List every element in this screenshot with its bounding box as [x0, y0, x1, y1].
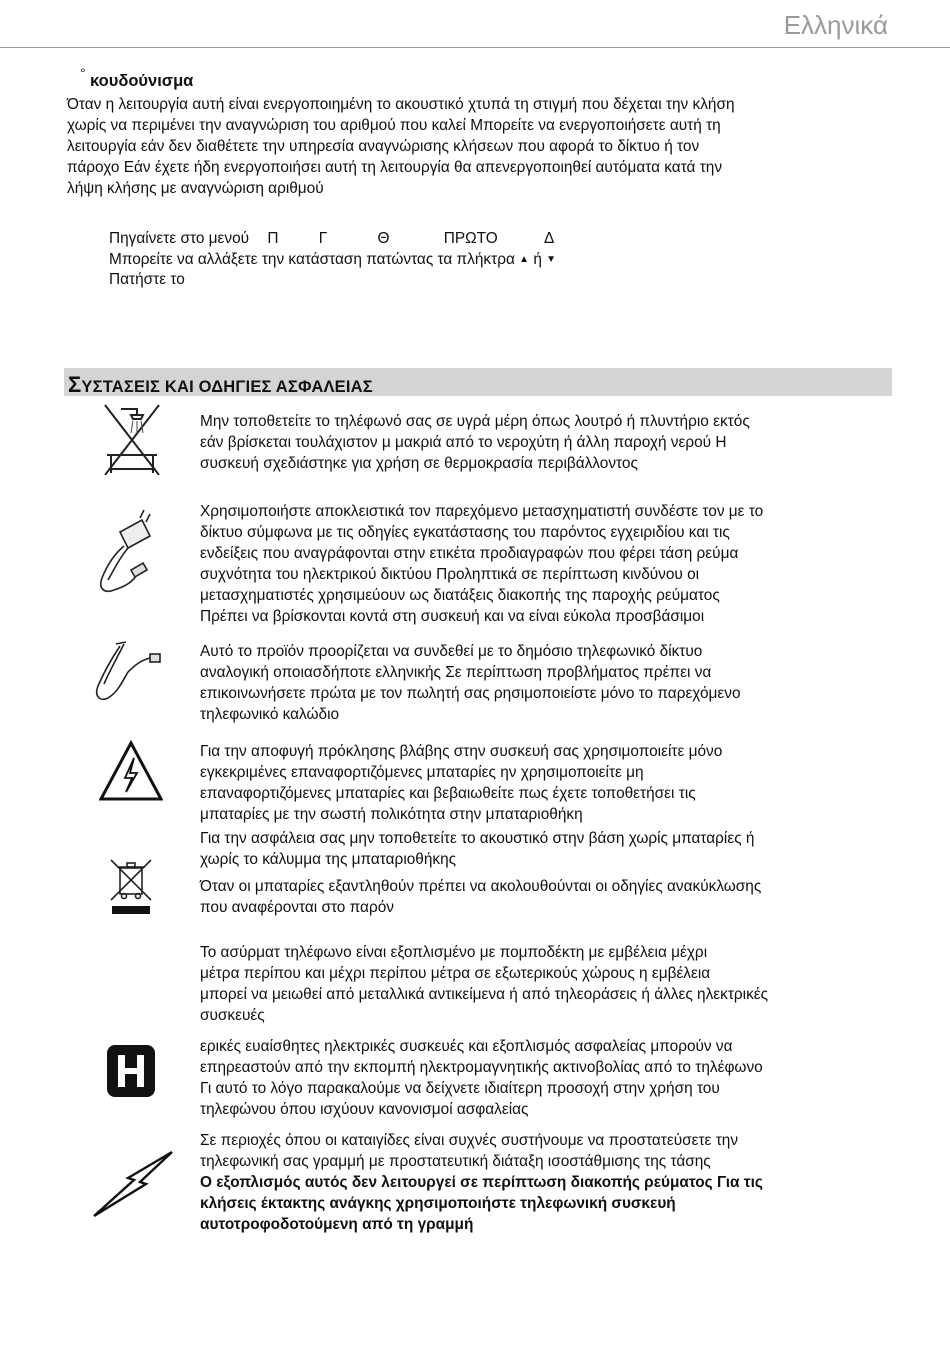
up-arrow-icon: ▲	[519, 254, 530, 265]
text-line: Για την αποφυγή πρόκλησης βλάβης στην συσκευή σας χρησιμοποιείτε μόνο	[200, 743, 723, 760]
or-text: ή	[533, 251, 542, 268]
crossed-bin-icon	[108, 856, 154, 916]
step-text: Μπορείτε να αλλάξετε την κατάσταση πατώντας τα πλήκτρα	[109, 251, 515, 268]
text-line: Μην τοποθετείτε το τηλέφωνό σας σε υγρά μέρη όπως λουτρό ή πλυντήριο εκτός	[200, 413, 750, 430]
no-water-shower-icon	[103, 403, 161, 475]
header-divider	[0, 47, 950, 48]
safety-text-adapter	[200, 501, 879, 627]
safety-text-line	[200, 641, 879, 725]
electric-hazard-icon	[99, 740, 163, 802]
safety-text-cover	[200, 828, 879, 870]
text-line: ενδείξεις που αναγράφονται στην ετικέτα προδιαγραφών που φέρει τάση ρεύμα	[200, 545, 739, 562]
text-line: επηρεαστούν από την εκπομπή ηλεκτρομαγνητικής ακτινοβολίας από το τηλέφωνο	[200, 1059, 763, 1076]
text-line: αυτοτροφοδοτούμενη από τη γραμμή	[200, 1216, 474, 1233]
text-line: τηλεφώνου όπου ισχύουν κανονισμοί ασφαλείας	[200, 1101, 529, 1118]
text-line: Όταν οι μπαταρίες εξαντληθούν πρέπει να ακολουθούνται οι οδηγίες ανακύκλωσης	[200, 878, 762, 895]
power-adapter-icon	[88, 506, 168, 596]
language-label: Ελληνικά	[783, 10, 888, 40]
safety-text-emission	[200, 1036, 879, 1120]
menu-item: Π	[267, 230, 279, 247]
safety-text-water	[200, 411, 879, 474]
text-line: Γι αυτό το λόγο παρακαλούμε να δείχνετε ιδιαίτερη προσοχή στην χρήση του	[200, 1080, 720, 1097]
title-rest: ΥΣΤΑΣΕΙΣ ΚΑΙ ΟΔΗΓΙΕΣ ΑΣΦΑΛΕΙΑΣ	[81, 378, 373, 396]
title-initial: Σ	[68, 372, 82, 397]
step-toggle	[109, 251, 556, 269]
text-line: συχνότητα του ηλεκτρικού δικτύου Προληπτικά σε περίπτωση κινδύνου οι	[200, 566, 700, 583]
safety-text-storm	[200, 1130, 879, 1235]
text-line: πάροχο Εάν έχετε ήδη ενεργοποιήσει αυτή τη λειτουργία θα απενεργοποιηθεί αυτόματα κατά την	[67, 159, 723, 176]
step-text: Πηγαίνετε στο μενού	[109, 230, 250, 247]
menu-item: Θ	[377, 230, 390, 247]
text-line: μπορεί να μειωθεί από μεταλλικά αντικείμενα ή από τηλεοράσεις ή άλλες ηλεκτρικές	[200, 986, 769, 1003]
text-line: Πρέπει να βρίσκονται κοντά στη συσκευή και να είναι εύκολα προσβάσιμοι	[200, 608, 705, 625]
ring-paragraph	[67, 94, 888, 199]
text-line: μετασχηματιστές χρησιμεύουν ως διατάξεις διακοπής της παροχής ρεύματος	[200, 587, 720, 604]
menu-item: Γ	[318, 230, 328, 247]
text-line: που αναφέρονται στο παρόν	[200, 899, 394, 916]
step-text: Πατήστε το	[109, 271, 185, 288]
text-line: λειτουργία εάν δεν διαθέτετε την υπηρεσία αναγνώρισης κλήσεων που αφορά το δίκτυο ή τον	[67, 138, 700, 155]
text-line: επικοινωνήσετε πρώτα με τον πωλητή σας ρησιμοποιείστε μόνο το παρεχόμενο	[200, 685, 741, 702]
text-line: Χρησιμοποιήστε αποκλειστικά τον παρεχόμενο μετασχηματιστή συνδέστε τον με το	[200, 503, 764, 520]
telephone-cord-icon	[90, 640, 166, 706]
safety-title	[68, 372, 373, 398]
ring-title: κουδούνισμα	[90, 72, 194, 90]
text-line: Για την ασφάλεια σας μην τοποθετείτε το ακουστικό στην βάση χωρίς μπαταρίες ή	[200, 830, 755, 847]
step-confirm	[109, 271, 185, 289]
text-line: ερικές ευαίσθητες ηλεκτρικές συσκευές και εξοπλισμός ασφαλείας μπορούν να	[200, 1038, 733, 1055]
text-line: συσκευή σχεδιάστηκε για χρήση σε θερμοκρασία περιβάλλοντος	[200, 455, 638, 472]
lightning-icon	[88, 1150, 176, 1218]
text-line: μέτρα περίπου και μέχρι περίπου μέτρα σε εξωτερικούς χώρους η εμβέλεια	[200, 965, 711, 982]
text-line: δίκτυο σύμφωνα με τις οδηγίες εγκατάστασης του παρόντος εγχειριδίου και τις	[200, 524, 730, 541]
step-menu	[109, 230, 554, 248]
menu-item: ΠΡΩΤΟ	[443, 230, 498, 247]
text-line: χωρίς το κάλυμμα της μπαταριοθήκης	[200, 851, 457, 868]
text-line: Ο εξοπλισμός αυτός δεν λειτουργεί σε περίπτωση διακοπής ρεύματος Για τις	[200, 1174, 763, 1191]
text-line: χωρίς να περιμένει την αναγνώριση του αριθμού που καλεί Μπορείτε να ενεργοποιήσετε αυτή τη	[67, 117, 721, 134]
down-arrow-icon: ▼	[546, 254, 557, 265]
menu-item: Δ	[544, 230, 555, 247]
text-line: Σε περιοχές όπου οι καταιγίδες είναι συχνές συστήνουμε να προστατεύσετε την	[200, 1132, 739, 1149]
text-line: αναλογική οποιασδήποτε ελληνικής Σε περίπτωση προβλήματος πρέπει να	[200, 664, 712, 681]
text-line: επαναφορτιζόμενες μπαταρίες και βεβαιωθείτε πως έχετε τοποθετήσει τις	[200, 785, 696, 802]
text-line: εάν βρίσκεται τουλάχιστον μ μακριά από το νεροχύτη ή άλλη παροχή νερού Η	[200, 434, 727, 451]
text-line: τηλεφωνική σας γραμμή με προστατευτική διάταξη ισοστάθμισης της τάσης	[200, 1153, 711, 1170]
text-line: μπαταρίες με την σωστή πολικότητα στην μπαταριοθήκη	[200, 806, 583, 823]
degree-mark: °	[80, 65, 86, 81]
safety-text-recycle	[200, 876, 879, 918]
text-line: Όταν η λειτουργία αυτή είναι ενεργοποιημένη το ακουστικό χτυπά τη στιγμή που δέχεται την κλήση	[67, 96, 735, 113]
text-line: κλήσεις έκτακτης ανάγκης χρησιμοποιήστε τηλεφωνική συσκευή	[200, 1195, 676, 1212]
text-line: συσκευές	[200, 1007, 265, 1024]
text-line: τηλεφωνικό καλώδιο	[200, 706, 340, 723]
safety-text-battery	[200, 741, 879, 825]
text-line: εγκεκριμένες επαναφορτιζόμενες μπαταρίες ην χρησιμοποιείτε μη	[200, 764, 644, 781]
text-line: λήψη κλήσης με αναγνώριση αριθμού	[67, 180, 324, 197]
text-line: Αυτό το προϊόν προορίζεται να συνδεθεί με το δημόσιο τηλεφωνικό δίκτυο	[200, 643, 703, 660]
text-line: Το ασύρματ τηλέφωνο είναι εξοπλισμένο με πομποδέκτη με εμβέλεια μέχρι	[200, 944, 708, 961]
safety-text-range	[200, 942, 879, 1026]
hospital-icon	[107, 1045, 155, 1097]
